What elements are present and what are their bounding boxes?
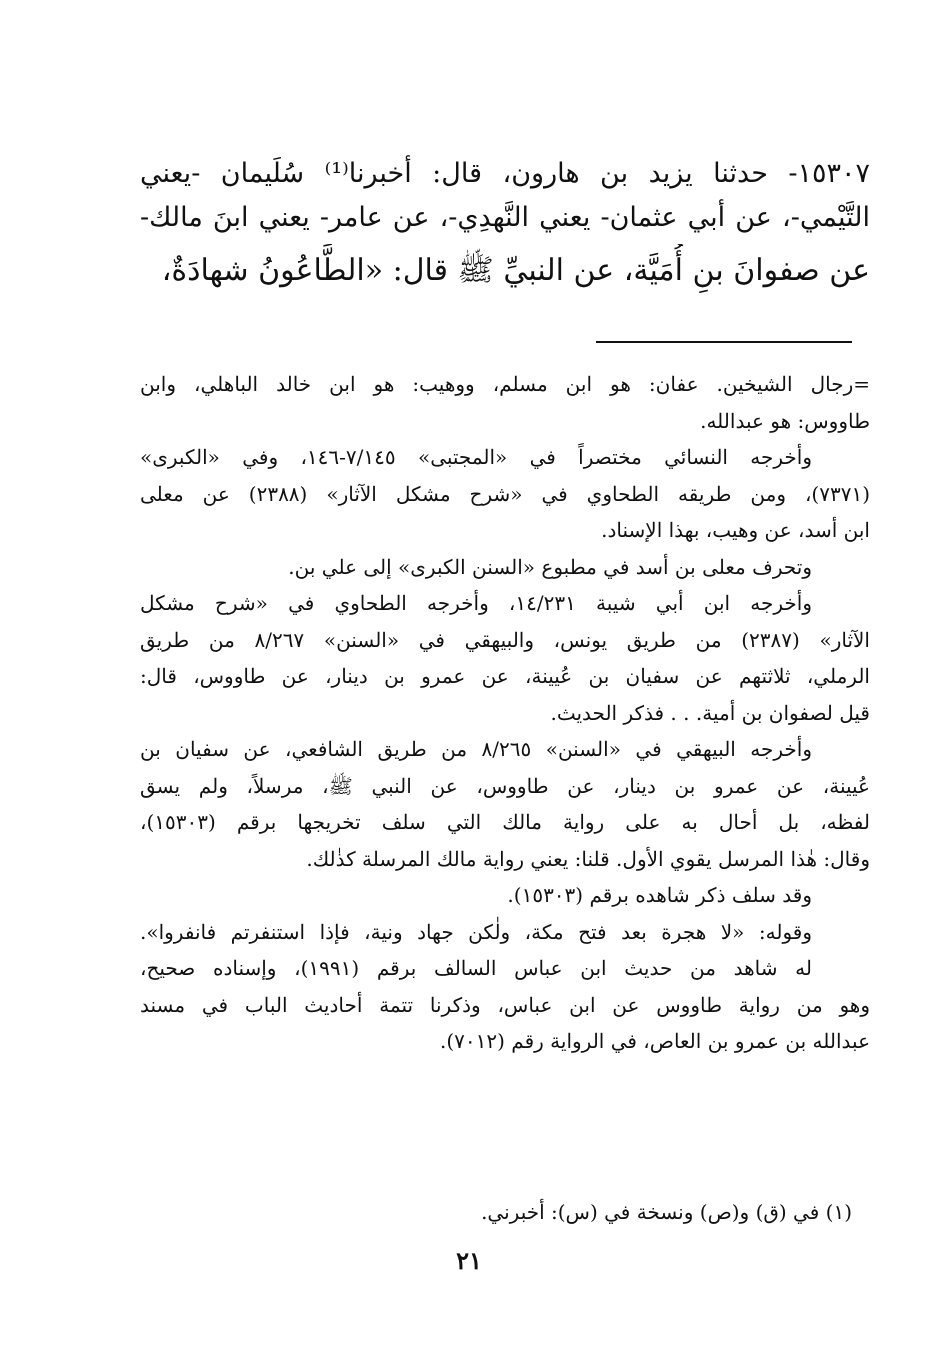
note-line: عبدالله بن عمرو بن العاص، في الرواية رقم (٧٠١٢).: [439, 1029, 870, 1053]
note-line: =رجال الشيخين. عفان: هو ابن مسلم، ووهيب: هو ابن خالد الباهلي، وابن: [140, 372, 870, 396]
note-line: وهو من رواية طاووس عن ابن عباس، وذكرنا تتمة أحاديث الباب في مسند: [140, 992, 870, 1017]
commentary-notes: [140, 366, 870, 1060]
note-line: وقد سلف ذكر شاهده برقم (١٥٣٠٣).: [507, 883, 812, 907]
main-text: [140, 152, 870, 298]
main-text-line: ١٥٣٠٧- حدثنا يزيد بن هارون، قال: أخبرنا⁽¹⁾ سُلَيمان -يعني: [140, 158, 870, 189]
note-line: الآثار» (٢٣٨٧) من طريق يونس، والبيهقي في «السنن» ٨/٢٦٧ من طريق: [140, 627, 870, 652]
page-number: ٢١: [456, 1246, 482, 1275]
footnote: (١) في (ق) و(ص) ونسخة في (س): أخبرني.: [481, 1200, 852, 1224]
note-line: له شاهد من حديث ابن عباس السالف برقم (١٩٩١)، وإسناده صحيح،: [140, 956, 812, 980]
note-line: (٧٣٧١)، ومن طريقه الطحاوي في «شرح مشكل الآثار» (٢٣٨٨) عن معلى: [140, 481, 870, 506]
note-line: الرملي، ثلاثتهم عن سفيان بن عُيينة، عن عمرو بن دينار، عن طاووس، قال:: [140, 664, 870, 688]
note-line: طاووس: هو عبدالله.: [700, 408, 870, 433]
note-line: وأخرجه البيهقي في «السنن» ٨/٢٦٥ من طريق الشافعي، عن سفيان بن: [140, 737, 813, 761]
main-text-line: عن صفوانَ بنِ أُمَيَّة، عن النبيِّ ﷺ قال: «الطَّاعُونُ شهادَةٌ،: [161, 253, 870, 288]
note-line: وقوله: «لا هجرة بعد فتح مكة، ولٰكن جهاد ونية، فإذا استنفرتم فانفروا».: [140, 919, 812, 944]
note-line: ابن أسد، عن وهيب، بهذا الإسناد.: [601, 518, 870, 542]
note-line: لفظه، بل أحال به على رواية مالك التي سلف تخريجها برقم (١٥٣٠٣)،: [140, 810, 870, 834]
note-line: وأخرجه النسائي مختصراً في «المجتبى» ٧/١٤٥-١٤٦، وفي «الكبرى»: [140, 445, 812, 469]
note-line: عُيينة، عن عمرو بن دينار، عن طاووس، عن النبي ﷺ، مرسلاً، ولم يسق: [140, 773, 870, 798]
note-line: وتحرف معلى بن أسد في مطبوع «السنن الكبرى» إلى علي بن.: [288, 554, 812, 579]
note-line: قيل لصفوان بن أمية. . . فذكر الحديث.: [550, 700, 870, 725]
main-text-line: التَّيْمي-، عن أبي عثمان- يعني النَّهدِي-، عن عامر- يعني ابنَ مالك-: [140, 202, 870, 233]
note-line: وأخرجه ابن أبي شيبة ١٤/٢٣١، وأخرجه الطحاوي في «شرح مشكل: [140, 591, 812, 615]
note-line: وقال: هٰذا المرسل يقوي الأول. قلنا: يعني رواية مالك المرسلة كذٰلك.: [306, 846, 870, 871]
footnote-divider: [596, 341, 852, 343]
